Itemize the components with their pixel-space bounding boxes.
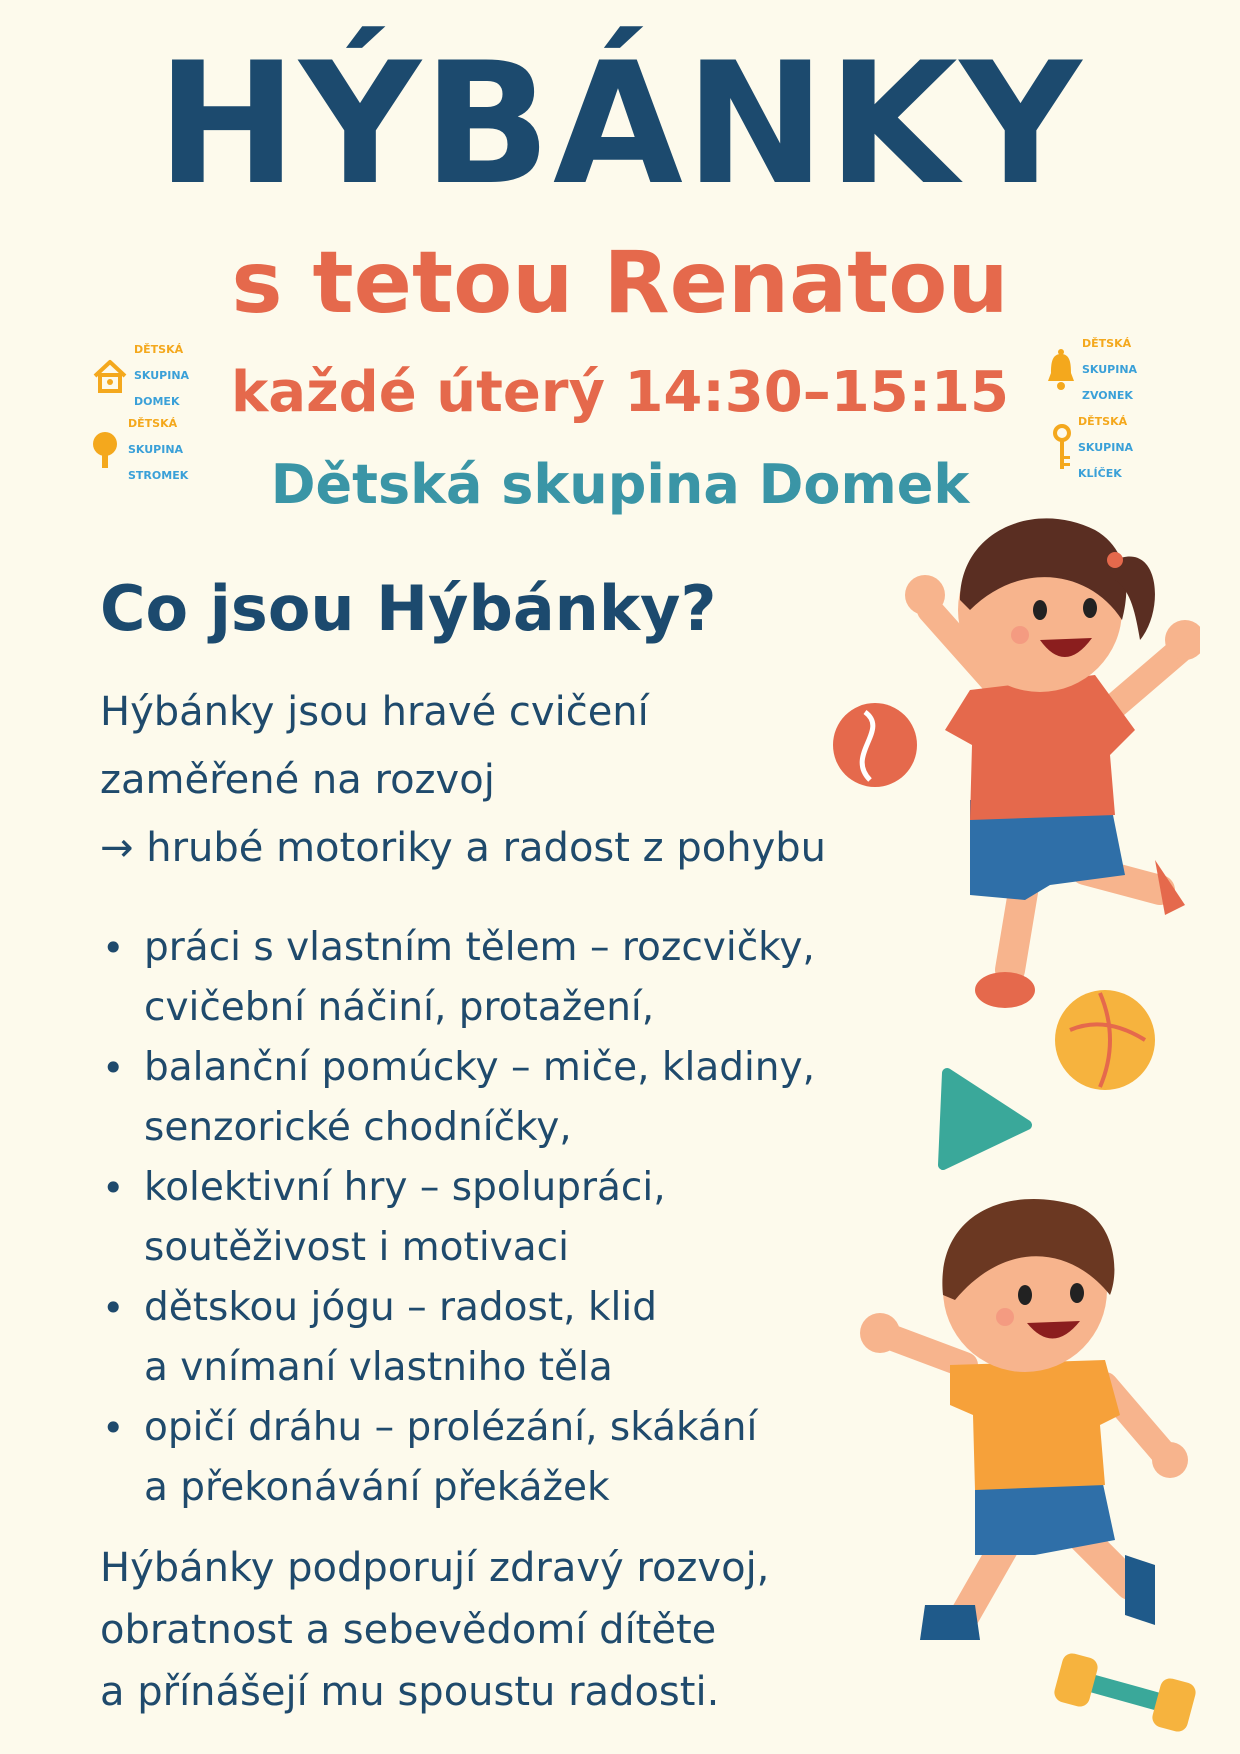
list-item-line: • balanční pomúcky – miče, kladiny, <box>144 1045 815 1090</box>
intro-line-3: → hrubé motoriky a radost z pohybu <box>100 825 826 871</box>
logo-domek-word3: DOMEK <box>134 395 180 408</box>
logo-klicek <box>1052 402 1133 493</box>
activity-list <box>100 918 815 1518</box>
boy-illustration <box>855 1185 1195 1670</box>
list-item-line: a překonávání překážek <box>144 1465 610 1510</box>
list-item-line: cvičební náčiní, protažení, <box>144 985 655 1030</box>
venue-text: Dětská skupina Domek <box>270 453 970 516</box>
list-item-line: a vnímaní vlastniho těla <box>144 1345 613 1390</box>
red-ball-icon <box>830 700 920 790</box>
intro-line-1: Hýbánky jsou hravé cvičení <box>100 689 649 735</box>
section-heading: Co jsou Hýbánky? <box>100 572 717 645</box>
dumbbell-icon <box>1050 1640 1200 1740</box>
logo-domek-word1: DĚTSKÁ <box>134 343 184 356</box>
list-item-line: • dětskou jógu – radost, klid <box>144 1285 657 1330</box>
closing-line-3: a přínášejí mu spoustu radosti. <box>100 1669 720 1715</box>
list-item <box>100 1278 815 1398</box>
list-item-line: senzorické chodníčky, <box>144 1105 572 1150</box>
list-item-line: soutěživost i motivaci <box>144 1225 569 1270</box>
logo-zvonek-word2: SKUPINA <box>1082 363 1138 376</box>
list-item-line: • práci s vlastním tělem – rozcvičky, <box>144 925 815 970</box>
bell-icon <box>1046 347 1076 393</box>
list-item <box>100 1398 815 1518</box>
logo-klicek-word3: KLÍČEK <box>1078 467 1122 480</box>
yellow-ball-icon <box>1050 985 1160 1095</box>
key-icon <box>1052 424 1072 472</box>
closing-line-2: obratnost a sebevědomí dítěte <box>100 1607 717 1653</box>
house-icon <box>92 358 128 394</box>
logo-stromek-word2: SKUPINA <box>128 443 184 456</box>
teal-triangle-icon <box>935 1065 1035 1170</box>
logo-zvonek-word3: ZVONEK <box>1082 389 1133 402</box>
list-item-line: • kolektivní hry – spolupráci, <box>144 1165 666 1210</box>
logo-klicek-word2: SKUPINA <box>1078 441 1134 454</box>
logo-stromek-word1: DĚTSKÁ <box>128 417 178 430</box>
logo-stromek <box>88 404 188 495</box>
schedule-text: každé úterý 14:30–15:15 <box>231 360 1009 425</box>
closing-line-1: Hýbánky podporují zdravý rozvoj, <box>100 1545 770 1591</box>
list-item <box>100 918 815 1038</box>
logo-zvonek-word1: DĚTSKÁ <box>1082 337 1132 350</box>
list-item <box>100 1038 815 1158</box>
logo-klicek-word1: DĚTSKÁ <box>1078 415 1128 428</box>
logo-stromek-word3: STROMEK <box>128 469 189 482</box>
list-item <box>100 1158 815 1278</box>
poster-title: HÝBÁNKY <box>156 26 1084 222</box>
list-item-line: • opičí dráhu – prolézání, skákání <box>144 1405 758 1450</box>
intro-line-2: zaměřené na rozvoj <box>100 757 495 803</box>
poster-subtitle: s tetou Renatou <box>231 233 1009 333</box>
tree-icon <box>88 430 122 470</box>
logo-domek-word2: SKUPINA <box>134 369 190 382</box>
